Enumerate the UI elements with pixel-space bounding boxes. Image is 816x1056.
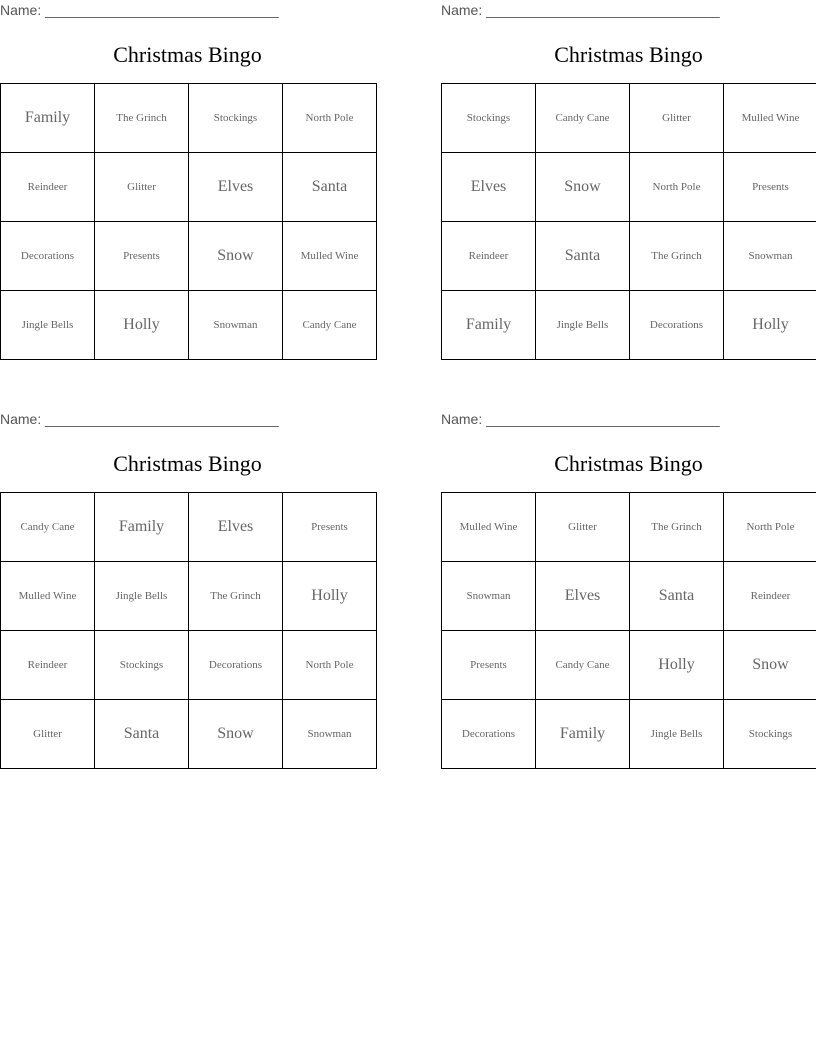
bingo-cell[interactable]: Glitter: [630, 84, 724, 153]
bingo-cell[interactable]: Snowman: [724, 222, 816, 291]
bingo-cell[interactable]: The Grinch: [95, 84, 189, 153]
bingo-row: [1, 562, 377, 631]
bingo-cell[interactable]: Glitter: [1, 700, 95, 769]
bingo-card-top-right: [441, 0, 816, 370]
bingo-cell[interactable]: Glitter: [95, 153, 189, 222]
card-title: Christmas Bingo: [113, 451, 262, 476]
bingo-row: [442, 700, 816, 769]
bingo-cell[interactable]: Family: [536, 700, 630, 769]
bingo-cell[interactable]: Snowman: [283, 700, 377, 769]
bingo-cell[interactable]: Santa: [283, 153, 377, 222]
bingo-cell[interactable]: Family: [442, 291, 536, 360]
bingo-cell[interactable]: The Grinch: [630, 222, 724, 291]
bingo-cell[interactable]: Elves: [442, 153, 536, 222]
bingo-cell[interactable]: Jingle Bells: [630, 700, 724, 769]
bingo-row: [442, 291, 816, 360]
card-title: Christmas Bingo: [113, 42, 262, 67]
bingo-cell[interactable]: Snow: [536, 153, 630, 222]
bingo-cell[interactable]: Mulled Wine: [442, 493, 536, 562]
bingo-cell[interactable]: Decorations: [1, 222, 95, 291]
card-title: Christmas Bingo: [554, 42, 703, 67]
bingo-cell[interactable]: Presents: [724, 153, 816, 222]
bingo-cell[interactable]: Elves: [189, 153, 283, 222]
bingo-row: [442, 153, 816, 222]
bingo-card-bottom-left: [0, 409, 375, 779]
bingo-cell[interactable]: Elves: [536, 562, 630, 631]
card-title: Christmas Bingo: [554, 451, 703, 476]
bingo-row: [1, 291, 377, 360]
bingo-cell[interactable]: Candy Cane: [1, 493, 95, 562]
bingo-cell[interactable]: Mulled Wine: [283, 222, 377, 291]
bingo-cell[interactable]: Decorations: [630, 291, 724, 360]
bingo-cell[interactable]: Snow: [724, 631, 816, 700]
bingo-cell[interactable]: North Pole: [724, 493, 816, 562]
bingo-cell[interactable]: Reindeer: [442, 222, 536, 291]
bingo-row: [1, 84, 377, 153]
name-field[interactable]: Name: ______________________________: [0, 411, 279, 427]
bingo-cell[interactable]: Jingle Bells: [95, 562, 189, 631]
bingo-cell[interactable]: Snowman: [189, 291, 283, 360]
bingo-cell[interactable]: Mulled Wine: [724, 84, 816, 153]
bingo-row: [442, 631, 816, 700]
bingo-cell[interactable]: North Pole: [283, 631, 377, 700]
bingo-cell[interactable]: North Pole: [283, 84, 377, 153]
bingo-card-bottom-right: [441, 409, 816, 779]
bingo-grid: [441, 492, 816, 769]
bingo-cell[interactable]: Presents: [283, 493, 377, 562]
bingo-cell[interactable]: Stockings: [95, 631, 189, 700]
bingo-cell[interactable]: Mulled Wine: [1, 562, 95, 631]
bingo-row: [1, 493, 377, 562]
bingo-card-top-left: [0, 0, 375, 370]
bingo-grid: [0, 492, 377, 769]
bingo-cell[interactable]: North Pole: [630, 153, 724, 222]
bingo-cell[interactable]: Presents: [95, 222, 189, 291]
bingo-row: [442, 222, 816, 291]
bingo-cell[interactable]: Reindeer: [724, 562, 816, 631]
bingo-cell[interactable]: Snow: [189, 222, 283, 291]
bingo-row: [1, 153, 377, 222]
name-field[interactable]: Name: ______________________________: [441, 411, 720, 427]
bingo-cell[interactable]: Jingle Bells: [536, 291, 630, 360]
bingo-cell[interactable]: The Grinch: [630, 493, 724, 562]
bingo-cell[interactable]: Stockings: [724, 700, 816, 769]
bingo-cell[interactable]: Elves: [189, 493, 283, 562]
name-field[interactable]: Name: ______________________________: [0, 2, 279, 18]
bingo-cell[interactable]: Family: [95, 493, 189, 562]
bingo-cell[interactable]: Reindeer: [1, 631, 95, 700]
bingo-cell[interactable]: Holly: [283, 562, 377, 631]
bingo-cell[interactable]: Santa: [630, 562, 724, 631]
bingo-cell[interactable]: Reindeer: [1, 153, 95, 222]
bingo-row: [442, 493, 816, 562]
bingo-cell[interactable]: Candy Cane: [283, 291, 377, 360]
bingo-cell[interactable]: Candy Cane: [536, 84, 630, 153]
bingo-cell[interactable]: Holly: [630, 631, 724, 700]
bingo-cell[interactable]: Decorations: [189, 631, 283, 700]
bingo-cell[interactable]: Snowman: [442, 562, 536, 631]
bingo-cell[interactable]: Holly: [95, 291, 189, 360]
bingo-grid: [441, 83, 816, 360]
bingo-grid: [0, 83, 377, 360]
bingo-cell[interactable]: Holly: [724, 291, 816, 360]
bingo-row: [1, 222, 377, 291]
bingo-cell[interactable]: Presents: [442, 631, 536, 700]
bingo-cell[interactable]: Jingle Bells: [1, 291, 95, 360]
bingo-cell[interactable]: Family: [1, 84, 95, 153]
bingo-cell[interactable]: Santa: [536, 222, 630, 291]
bingo-cell[interactable]: Santa: [95, 700, 189, 769]
bingo-cell[interactable]: Stockings: [442, 84, 536, 153]
bingo-cell[interactable]: Stockings: [189, 84, 283, 153]
bingo-cell[interactable]: Snow: [189, 700, 283, 769]
bingo-row: [442, 84, 816, 153]
bingo-row: [442, 562, 816, 631]
bingo-cell[interactable]: The Grinch: [189, 562, 283, 631]
bingo-row: [1, 631, 377, 700]
bingo-cell[interactable]: Candy Cane: [536, 631, 630, 700]
bingo-row: [1, 700, 377, 769]
name-field[interactable]: Name: ______________________________: [441, 2, 720, 18]
bingo-cell[interactable]: Glitter: [536, 493, 630, 562]
bingo-cell[interactable]: Decorations: [442, 700, 536, 769]
